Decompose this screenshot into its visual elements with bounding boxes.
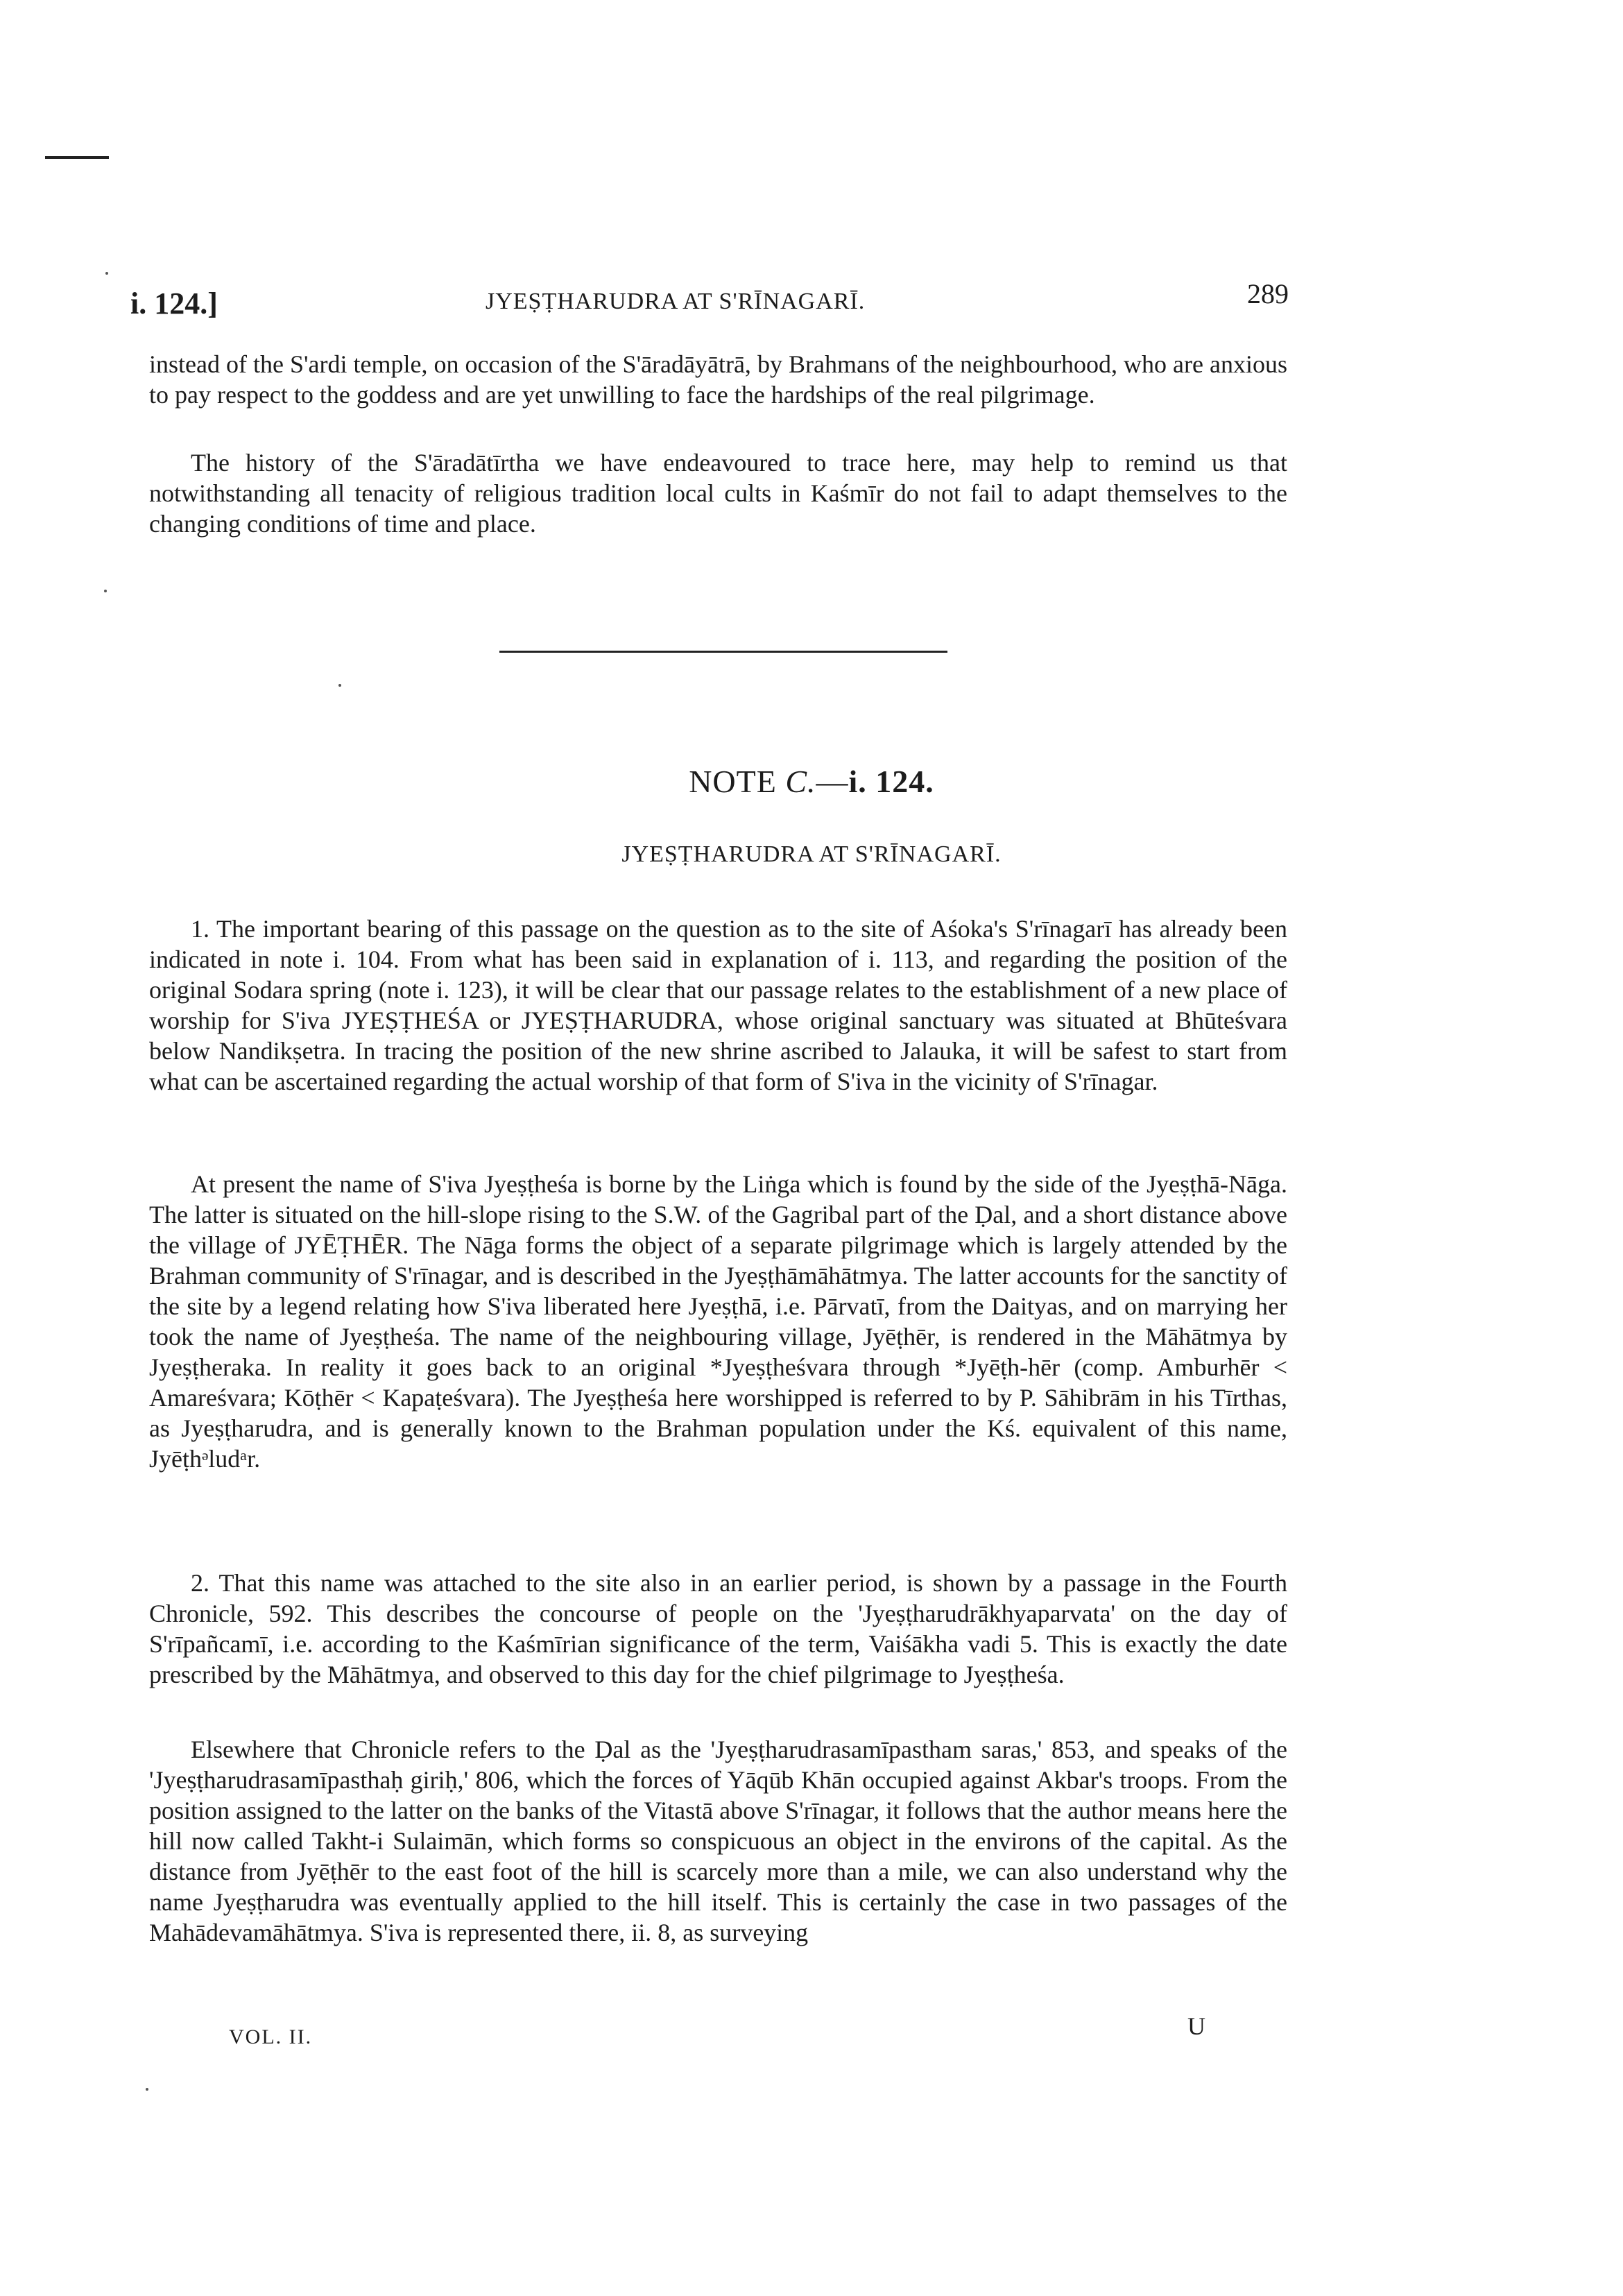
volume-label: VOL. II. bbox=[229, 2025, 313, 2048]
running-title: JYEṢṬHARUDRA AT S'RĪNAGARĪ. bbox=[486, 289, 866, 314]
body-paragraph: 2. That this name was attached to the site also in an earlier period, is shown by a passage in the Fourth Chronicle, 592. This describes the concourse of people on the 'Jyeṣṭharudrākhyaparvata' on the day of S'rīpañcamī, i.e. according to the Kaśmīrian significance of the term, Vaiśākha vadi 5. This is exactly the date prescribed by the Māhātmya, and observed to this day for the chief pilgrimage to Jyeṣṭheśa. bbox=[149, 1569, 1287, 1688]
note-title-dash: — bbox=[816, 764, 849, 799]
note-title-letter: C. bbox=[785, 764, 816, 799]
intro-paragraph: instead of the S'ardi temple, on occasion of the S'āradāyātrā, by Brahmans of the neighbourhood, who are anxious to pay respect to the goddess and are yet unwilling to face the hardships of the real pilgrimage. bbox=[149, 350, 1287, 409]
page-number: 289 bbox=[1247, 278, 1289, 309]
body-paragraph: 1. The important bearing of this passage on the question as to the site of Aśoka's S'rīnagarī has already been indicated in note i. 104. From what has been said in explanation of i. 113, and regarding the position of the original Sodara spring (note i. 123), it will be clear that our passage relates to the establishment of a new place of worship for S'iva JYEṢṬHEŚA or JYEṢṬHARUDRA, whose original sanctuary was situated at Bhūteśvara below Nandikṣetra. In tracing the position of the new shrine ascribed to Jalauka, it will be safest to start from what can be ascertained regarding the actual worship of that form of S'iva in the vicinity of S'rīnagar. bbox=[149, 915, 1287, 1095]
body-paragraph: At present the name of S'iva Jyeṣṭheśa is borne by the Liṅga which is found by the side of the Jyeṣṭhā-Nāga. The latter is situated on the hill-slope rising to the S.W. of the Gagribal part of the Ḍal, and a short distance above the village of JYĒṬHĒR. The Nāga forms the object of a separate pilgrimage which is largely attended by the Brahman community of S'rīnagar, and is described in the Jyeṣṭhāmāhātmya. The latter accounts for the sanctity of the site by a legend relating how S'iva liberated here Jyeṣṭhā, i.e. Pārvatī, from the Daityas, and on marrying her took the name of Jyeṣṭheśa. The name of the neighbouring village, Jyēṭhēr, is rendered in the Māhātmya by Jyeṣṭheraka. In reality it goes back to an original *Jyeṣṭheśvara through *Jyēṭh-hēr (comp. Amburhēr < Amareśvara; Kōṭhēr < Kapaṭeśvara). The Jyeṣṭheśa here worshipped is referred to by P. Sāhibrām in his Tīrthas, as Jyeṣṭharudra, and is generally known to the Brahman population under the Kś. equivalent of this name, Jyēṭhᵊludᵃr. bbox=[149, 1170, 1287, 1473]
speck bbox=[338, 684, 341, 687]
page-header bbox=[130, 277, 1289, 326]
note-title-ref: i. 124. bbox=[848, 764, 934, 799]
speck bbox=[104, 590, 107, 592]
intro-paragraph: The history of the S'āradātīrtha we have endeavoured to trace here, may help to remind us that notwithstanding all tenacity of religious tradition local cults in Kaśmīr do not fail to adapt themselves to the changing conditions of time and place. bbox=[149, 449, 1287, 538]
signature-mark: U bbox=[1187, 2012, 1205, 2040]
section-reference: i. 124.] bbox=[130, 286, 218, 320]
note-title bbox=[0, 763, 1623, 800]
speck bbox=[105, 272, 108, 275]
note-title-prefix: NOTE bbox=[689, 764, 786, 799]
body-paragraph: Elsewhere that Chronicle refers to the Ḍal as the 'Jyeṣṭharudrasamīpastham saras,' 853, and speaks of the 'Jyeṣṭharudrasamīpasthaḥ giriḥ,' 806, which the forces of Yāqūb Khān occupied against Akbar's troops. From the position assigned to the latter on the banks of the Vitastā above S'rīnagar, it follows that the author means here the hill now called Takht-i Sulaimān, which forms so conspicuous an object in the environs of the capital. As the distance from Jyēṭhēr to the east foot of the hill is scarcely more than a mile, we can also understand why the name Jyeṣṭharudra was eventually applied to the hill itself. This is certainly the case in two passages of the Mahādevamāhātmya. S'iva is represented there, ii. 8, as surveying bbox=[149, 1736, 1287, 1946]
speck bbox=[146, 2088, 148, 2091]
section-divider bbox=[499, 651, 947, 653]
margin-mark bbox=[45, 156, 109, 159]
note-subtitle: JYEṢṬHARUDRA AT S'RĪNAGARĪ. bbox=[621, 841, 1002, 867]
